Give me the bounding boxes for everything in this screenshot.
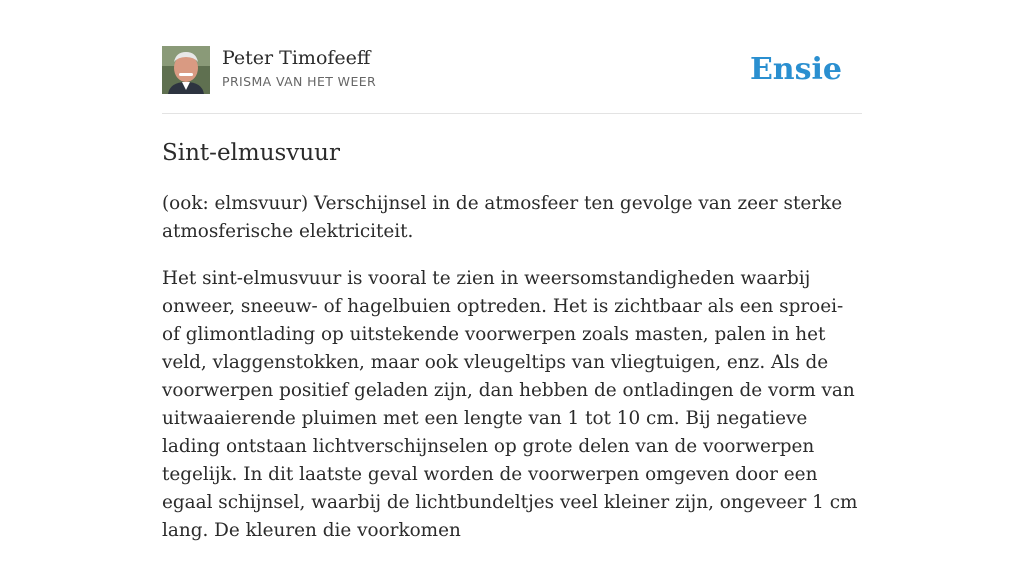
article-body <box>162 190 866 564</box>
author-subtitle[interactable]: PRISMA VAN HET WEER <box>222 74 377 89</box>
avatar-portrait-icon <box>162 46 210 94</box>
header-divider <box>162 113 862 114</box>
article-paragraph: Het sint-elmusvuur is vooral te zien in weersomstandigheden waarbij onweer, sneeuw- of hagelbuien optreden. Het is zichtbaar als een sproei- of glimontlading op uitstekende voorwerpen zoals masten, palen in het veld, vlaggenstokken, maar ook vleugeltips van vliegtuigen, enz. Als de voorwerpen positief geladen zijn, dan hebben de ontladingen de vorm van uitwaaierende pluimen met een lengte van 1 tot 10 cm. Bij negatieve lading ontstaan lichtverschijnselen op grote delen van de voorwerpen tegelijk. In dit laatste geval worden de voorwerpen omgeven door een egaal schijnsel, waarbij de lichtbundeltjes veel kleiner zijn, ongeveer 1 cm lang. De kleuren die voorkomen <box>162 268 858 541</box>
author-header <box>162 46 862 96</box>
avatar[interactable] <box>162 46 210 94</box>
article-paragraph: (ook: elmsvuur) Verschijnsel in de atmosfeer ten gevolge van zeer sterke atmosferische elektriciteit. <box>162 193 843 242</box>
author-name[interactable]: Peter Timofeeff <box>222 47 371 69</box>
brand-logo[interactable]: Ensie <box>749 52 842 87</box>
article-title: Sint-elmusvuur <box>162 140 340 166</box>
